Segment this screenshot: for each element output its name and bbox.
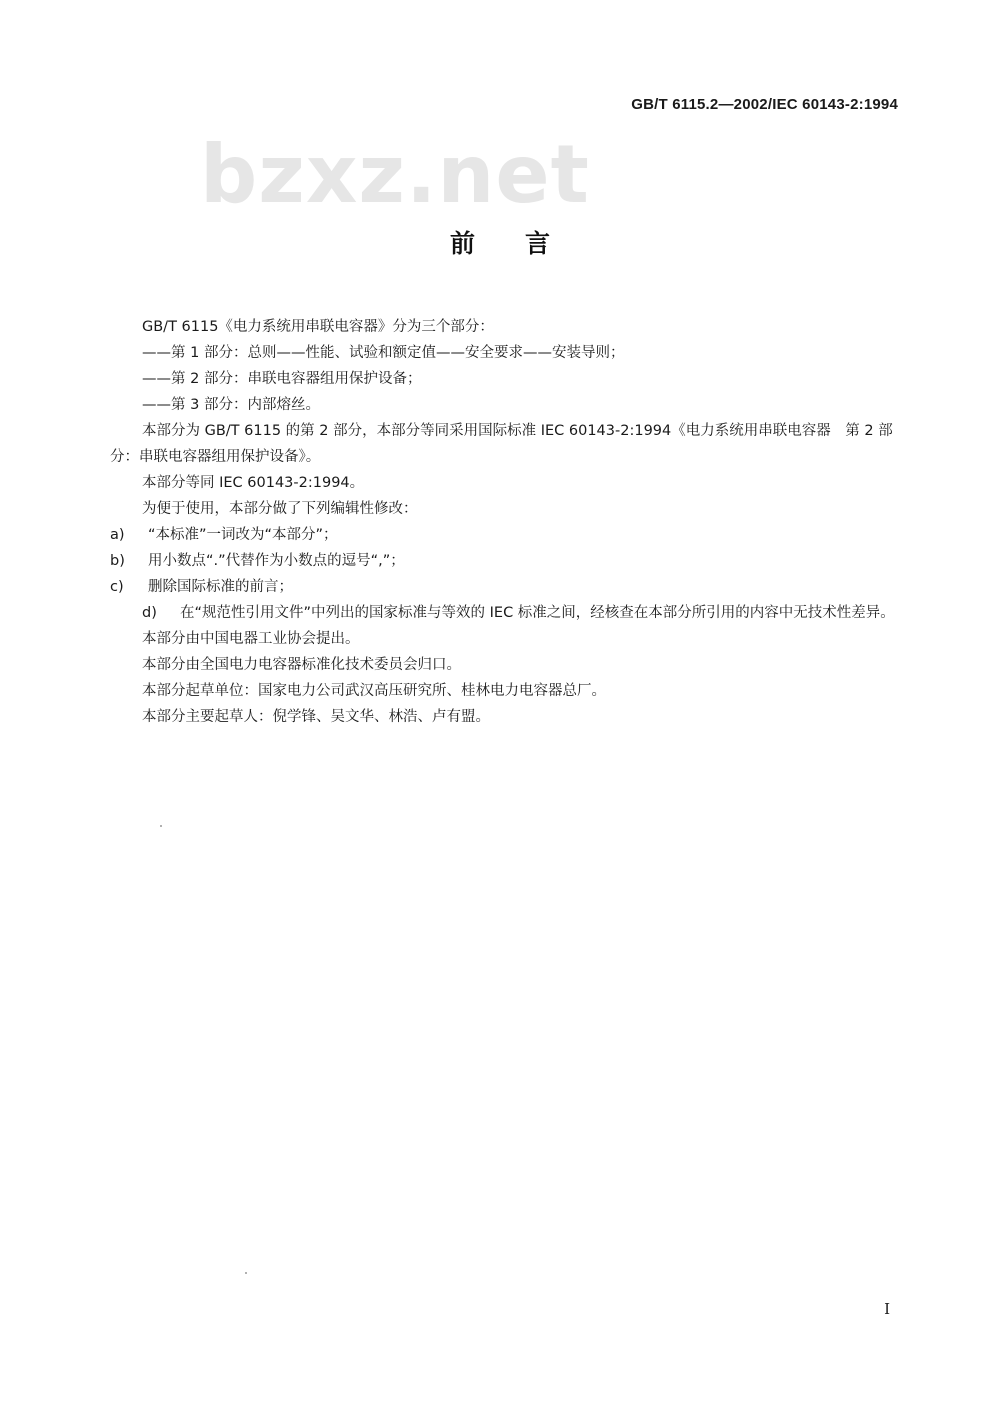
paragraph-part-2: ——第 2 部分：串联电容器组用保护设备； bbox=[142, 371, 422, 387]
page-number: I bbox=[884, 1300, 890, 1318]
paragraph-committee: 本部分由全国电力电容器标准化技术委员会归口。 bbox=[142, 657, 461, 673]
list-item-text: “本标准”一词改为“本部分”； bbox=[148, 527, 338, 543]
paragraph-proposer: 本部分由中国电器工业协会提出。 bbox=[142, 631, 360, 647]
list-item bbox=[110, 574, 902, 600]
paragraph-intro: GB/T 6115《电力系统用串联电容器》分为三个部分： bbox=[142, 319, 494, 335]
list-marker: d) bbox=[142, 605, 157, 621]
scan-speck bbox=[245, 1272, 247, 1274]
paragraph-part-1: ——第 1 部分：总则——性能、试验和额定值——安全要求——安装导则； bbox=[142, 345, 625, 361]
foreword-body bbox=[110, 314, 902, 730]
scan-speck bbox=[160, 825, 162, 827]
list-item-text: 删除国际标准的前言； bbox=[148, 579, 293, 595]
list-item-text: 在“规范性引用文件”中列出的国家标准与等效的 IEC 标准之间，经核查在本部分所引用的内容中无技术性差异。 bbox=[180, 605, 895, 621]
list-item-text: 用小数点“.”代替作为小数点的逗号“,”； bbox=[148, 553, 405, 569]
paragraph-edits-intro: 为便于使用，本部分做了下列编辑性修改： bbox=[142, 501, 418, 517]
standard-code: GB/T 6115.2—2002/IEC 60143-2:1994 bbox=[631, 96, 898, 113]
list-item bbox=[110, 548, 902, 574]
watermark: bzxz.net bbox=[200, 128, 590, 221]
paragraph-adoption: 本部分为 GB/T 6115 的第 2 部分，本部分等同采用国际标准 IEC 60143-2:1994《电力系统用串联电容器 第 2 部分：串联电容器组用保护设备》。 bbox=[110, 423, 893, 465]
paragraph-drafting-units: 本部分起草单位：国家电力公司武汉高压研究所、桂林电力电容器总厂。 bbox=[142, 683, 606, 699]
list-marker: b) bbox=[110, 553, 125, 569]
list-marker: a) bbox=[110, 527, 125, 543]
page-title: 前言 bbox=[449, 229, 600, 258]
paragraph-equivalence: 本部分等同 IEC 60143-2:1994。 bbox=[142, 475, 365, 491]
paragraph-drafters: 本部分主要起草人：倪学锋、吴文华、林浩、卢有盟。 bbox=[142, 709, 490, 725]
list-item bbox=[110, 522, 902, 548]
list-marker: c) bbox=[110, 579, 124, 595]
paragraph-part-3: ——第 3 部分：内部熔丝。 bbox=[142, 397, 320, 413]
list-item bbox=[110, 600, 902, 626]
